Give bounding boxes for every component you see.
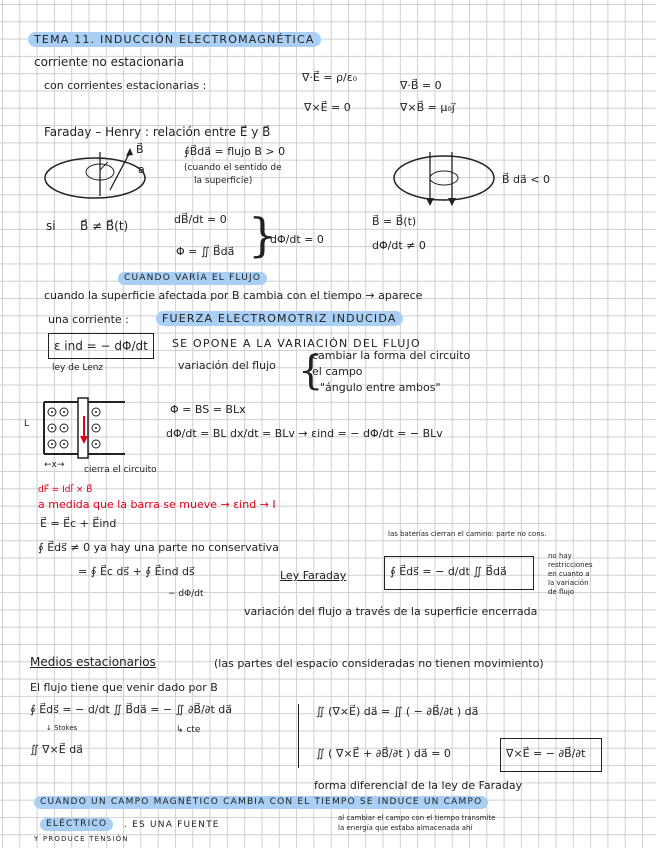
- brace-options: {: [298, 348, 324, 394]
- batteries-note: las baterías cierran el camino: parte no cons.: [388, 530, 547, 538]
- fuente-text: . ES UNA FUENTE: [124, 820, 220, 830]
- rail-bar-figure: [30, 398, 140, 460]
- no-hay-1: no hay: [548, 552, 572, 560]
- fig-b-label: B⃗: [136, 143, 144, 156]
- page-title: TEMA 11. INDUCCIÓN ELECTROMAGNÉTICA: [28, 32, 321, 47]
- dphi-zero: dΦ/dt = 0: [270, 233, 324, 246]
- flux-note-1: (cuando el sentido de: [184, 163, 282, 173]
- e-sum: E⃗ = E⃗c + E⃗ind: [40, 517, 117, 530]
- flux-from-b: El flujo tiene que venir dado por B: [30, 681, 218, 694]
- fig-a-label: a: [138, 163, 145, 176]
- variacion-label: variación del flujo: [178, 359, 276, 372]
- l-label: L: [24, 419, 30, 429]
- lenz-label: ley de Lenz: [52, 363, 104, 373]
- varia-highlight: CUANDO VARÍA EL FLUJO: [118, 272, 267, 285]
- derivation: dΦ/dt = BL dx/dt = BLv → εind = − dΦ/dt = − BLv: [166, 427, 443, 440]
- split-under: − dΦ/dt: [168, 589, 204, 599]
- cond-b: B⃗ ≠ B⃗(t): [80, 219, 129, 233]
- stokes-label: ↓ Stokes: [46, 724, 78, 732]
- una-corriente: una corriente :: [48, 313, 129, 326]
- phi-integral: Φ = ∬ B⃗da⃗: [176, 245, 235, 258]
- eq-rot-b: ∇×B⃗ = μ₀j⃗: [400, 101, 455, 114]
- forma-diferencial: forma diferencial de la ley de Faraday: [314, 779, 523, 792]
- red-moves: a medida que la barra se mueve → εind → I: [38, 498, 276, 511]
- b-of-t: B⃗ = B⃗(t): [372, 215, 417, 228]
- x-label: ←x→: [44, 460, 65, 470]
- flux-positive: ∮B⃗da⃗ = flujo B > 0: [184, 145, 286, 158]
- cte-label: ↳ cte: [176, 725, 201, 735]
- dphi-not-zero: dΦ/dt ≠ 0: [372, 239, 426, 252]
- result-eq: ∇×E⃗ = − ∂B⃗/∂t: [506, 747, 586, 760]
- option-field: el campo: [312, 365, 363, 378]
- ley-faraday-label: Ley Faraday: [280, 569, 347, 582]
- brace-left: }: [248, 208, 278, 262]
- campo-highlight-1: CUANDO UN CAMPO MAGNÉTICO CAMBIA CON EL TIEMPO SE INDUCE UN CAMPO: [34, 796, 488, 809]
- no-hay-2: restricciones: [548, 561, 593, 569]
- eq-left: ∬ ∇×E⃗ da⃗: [30, 743, 83, 756]
- flux-note-2: la superficie): [194, 176, 253, 186]
- eq-right-1: ∬ (∇×E⃗) da⃗ = ∬ ( − ∂B⃗/∂t ) da⃗: [316, 705, 479, 718]
- option-shape: cambiar la forma del circuito: [312, 349, 471, 362]
- fem-highlight: FUERZA ELECTROMOTRIZ INDUCIDA: [156, 311, 403, 326]
- cierra-label: cierra el circuito: [84, 465, 157, 475]
- loop-figure-negative: [392, 140, 502, 210]
- flux-negative: B⃗ da⃗ < 0: [502, 173, 550, 186]
- variacion-flujo-line: variación del flujo a través de la superficie encerrada: [244, 605, 538, 618]
- faraday-eq: ∮ E⃗ds⃗ = − d/dt ∬ B⃗da⃗: [390, 565, 507, 578]
- dbdt-zero: dB⃗/dt = 0: [174, 213, 227, 226]
- eq-right-2: ∬ ( ∇×E⃗ + ∂B⃗/∂t ) da⃗ = 0: [316, 747, 451, 760]
- campo-highlight-2: ELÉCTRICO: [40, 818, 113, 831]
- split-eq: = ∮ E⃗c ds⃗ + ∮ E⃗ind ds⃗: [78, 565, 195, 578]
- final-note-2: la energía que estaba almacenada ahí: [338, 824, 473, 832]
- section-heading: corriente no estacionaria: [34, 55, 185, 69]
- eq-rot-e: ∇×E⃗ = 0: [304, 101, 351, 114]
- eq-div-e: ∇·E⃗ = ρ/ε₀: [302, 71, 358, 84]
- final-note-1: al cambiar el campo con el tiempo transmite: [338, 814, 496, 822]
- section2-note: (las partes del espacio consideradas no tienen movimiento): [214, 657, 544, 670]
- cond-if: si: [46, 219, 56, 233]
- tension-text: Y PRODUCE TENSIÓN: [34, 835, 129, 843]
- red-force: dF⃗ = Idl⃗ × B⃗: [38, 485, 93, 495]
- eq-time-derivative: ∮ E⃗ds⃗ = − d/dt ∬ B⃗da⃗ = − ∬ ∂B⃗/∂t da⃗: [30, 703, 233, 716]
- closed-integral: ∮ E⃗ds⃗ ≠ 0 ya hay una parte no conservativa: [38, 541, 279, 554]
- eq-div-b: ∇·B⃗ = 0: [400, 79, 442, 92]
- emf-eq: ε ind = − dΦ/dt: [54, 339, 148, 353]
- section2-heading: Medios estacionarios: [30, 655, 156, 669]
- opone-text: SE OPONE A LA VARIACIÓN DEL FLUJO: [172, 337, 421, 350]
- faraday-henry-line: Faraday – Henry : relación entre E⃗ y B⃗: [44, 125, 271, 139]
- stationary-label: con corrientes estacionarias :: [44, 79, 207, 92]
- vertical-divider: [298, 704, 299, 768]
- no-hay-5: de flujo: [548, 588, 575, 596]
- surface-line: cuando la superficie afectada por B cambia con el tiempo → aparece: [44, 289, 423, 302]
- no-hay-4: la variación: [548, 579, 589, 587]
- phi-bs: Φ = BS = BLx: [170, 403, 246, 416]
- no-hay-3: en cuanto a: [548, 570, 590, 578]
- option-angle: "ángulo entre ambos": [320, 381, 441, 394]
